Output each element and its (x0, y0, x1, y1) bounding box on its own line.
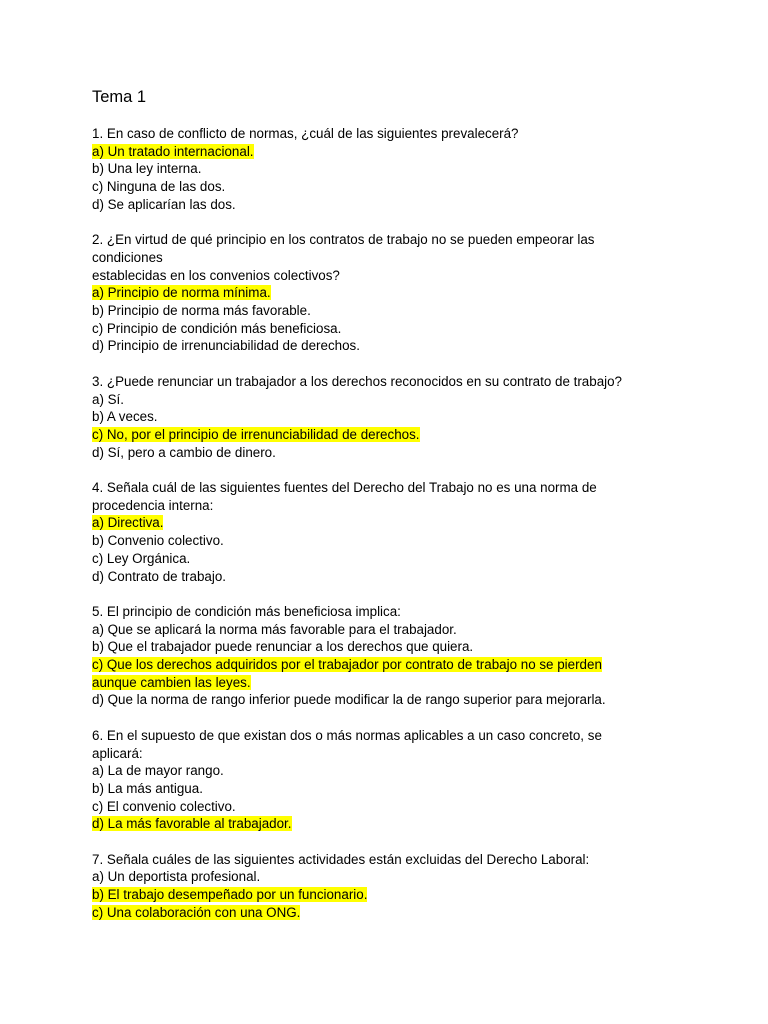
answer-option (92, 868, 692, 886)
answer-option-text: a) Directiva. (92, 515, 164, 531)
answer-option-correct (92, 886, 692, 904)
answer-option (92, 196, 692, 214)
answer-option-text: a) Principio de norma mínima. (92, 285, 271, 301)
answer-option-text: b) La más antigua. (92, 780, 203, 796)
question-2 (92, 231, 692, 355)
answer-option (92, 621, 692, 639)
answer-option (92, 160, 692, 178)
question-5 (92, 603, 692, 709)
answer-option-correct (92, 815, 692, 833)
answer-option-text: b) El trabajo desempeñado por un funcionario. (92, 887, 368, 903)
answer-option-correct (92, 426, 692, 444)
answer-option-text: b) Una ley interna. (92, 161, 202, 177)
question-3 (92, 373, 692, 462)
question-text: 7. Señala cuáles de las siguientes actividades están excluidas del Derecho Laboral: (92, 851, 590, 867)
answer-option-correct (92, 674, 692, 692)
question-7 (92, 851, 692, 922)
question-text: 3. ¿Puede renunciar un trabajador a los derechos reconocidos en su contrato de trabajo? (92, 373, 623, 389)
answer-option (92, 691, 692, 709)
answer-option-text: b) Que el trabajador puede renunciar a los derechos que quiera. (92, 639, 474, 655)
answer-option (92, 178, 692, 196)
question-text: establecidas en los convenios colectivos? (92, 267, 340, 283)
answer-option (92, 762, 692, 780)
answer-option (92, 638, 692, 656)
answer-option (92, 391, 692, 409)
answer-option-text: c) No, por el principio de irrenunciabilidad de derechos. (92, 426, 420, 442)
answer-option (92, 337, 692, 355)
answer-option-text: a) Sí. (92, 391, 124, 407)
document-title: Tema 1 (92, 88, 147, 106)
answer-option-text: a) La de mayor rango. (92, 763, 224, 779)
answer-option-correct (92, 514, 692, 532)
answer-option-text: d) Que la norma de rango inferior puede modificar la de rango superior para mejorarla. (92, 692, 606, 708)
question-4 (92, 479, 692, 585)
answer-option-text: c) Principio de condición más beneficiosa. (92, 320, 342, 336)
question-text: 5. El principio de condición más beneficiosa implica: (92, 603, 401, 619)
question-text: condiciones (92, 249, 163, 265)
answer-option-text: aunque cambien las leyes. (92, 674, 251, 690)
answer-option-text: b) Convenio colectivo. (92, 533, 224, 549)
document-page (92, 86, 692, 939)
answer-option (92, 568, 692, 586)
answer-option-text: a) Que se aplicará la norma más favorable para el trabajador. (92, 621, 457, 637)
answer-option (92, 302, 692, 320)
answer-option-correct (92, 143, 692, 161)
question-text: 4. Señala cuál de las siguientes fuentes del Derecho del Trabajo no es una norma de (92, 480, 597, 496)
answer-option-text: a) Un deportista profesional. (92, 869, 261, 885)
answer-option-correct (92, 904, 692, 922)
question-text: aplicará: (92, 745, 143, 761)
question-text: procedencia interna: (92, 497, 214, 513)
question-text: 2. ¿En virtud de qué principio en los contratos de trabajo no se pueden empeorar las (92, 232, 595, 248)
answer-option (92, 444, 692, 462)
answer-option (92, 320, 692, 338)
answer-option-text: b) A veces. (92, 409, 158, 425)
answer-option-text: d) Se aplicarían las dos. (92, 196, 236, 212)
question-list (92, 125, 692, 922)
answer-option-text: d) Sí, pero a cambio de dinero. (92, 444, 276, 460)
question-text: 6. En el supuesto de que existan dos o más normas aplicables a un caso concreto, se (92, 727, 602, 743)
question-1 (92, 125, 692, 214)
question-6 (92, 727, 692, 833)
answer-option-text: c) Que los derechos adquiridos por el trabajador por contrato de trabajo no se pierden (92, 657, 602, 673)
answer-option (92, 798, 692, 816)
answer-option-correct (92, 656, 692, 674)
question-text: 1. En caso de conflicto de normas, ¿cuál de las siguientes prevalecerá? (92, 126, 519, 141)
answer-option-text: d) La más favorable al trabajador. (92, 816, 292, 832)
answer-option (92, 408, 692, 426)
answer-option-text: d) Contrato de trabajo. (92, 568, 226, 584)
answer-option-text: c) El convenio colectivo. (92, 798, 236, 814)
answer-option-correct (92, 284, 692, 302)
answer-option-text: b) Principio de norma más favorable. (92, 303, 311, 319)
answer-option (92, 550, 692, 568)
answer-option-text: d) Principio de irrenunciabilidad de derechos. (92, 338, 360, 354)
answer-option (92, 780, 692, 798)
answer-option-text: c) Una colaboración con una ONG. (92, 904, 301, 920)
answer-option (92, 532, 692, 550)
answer-option-text: c) Ley Orgánica. (92, 550, 191, 566)
answer-option-text: c) Ninguna de las dos. (92, 179, 226, 195)
answer-option-text: a) Un tratado internacional. (92, 143, 254, 159)
